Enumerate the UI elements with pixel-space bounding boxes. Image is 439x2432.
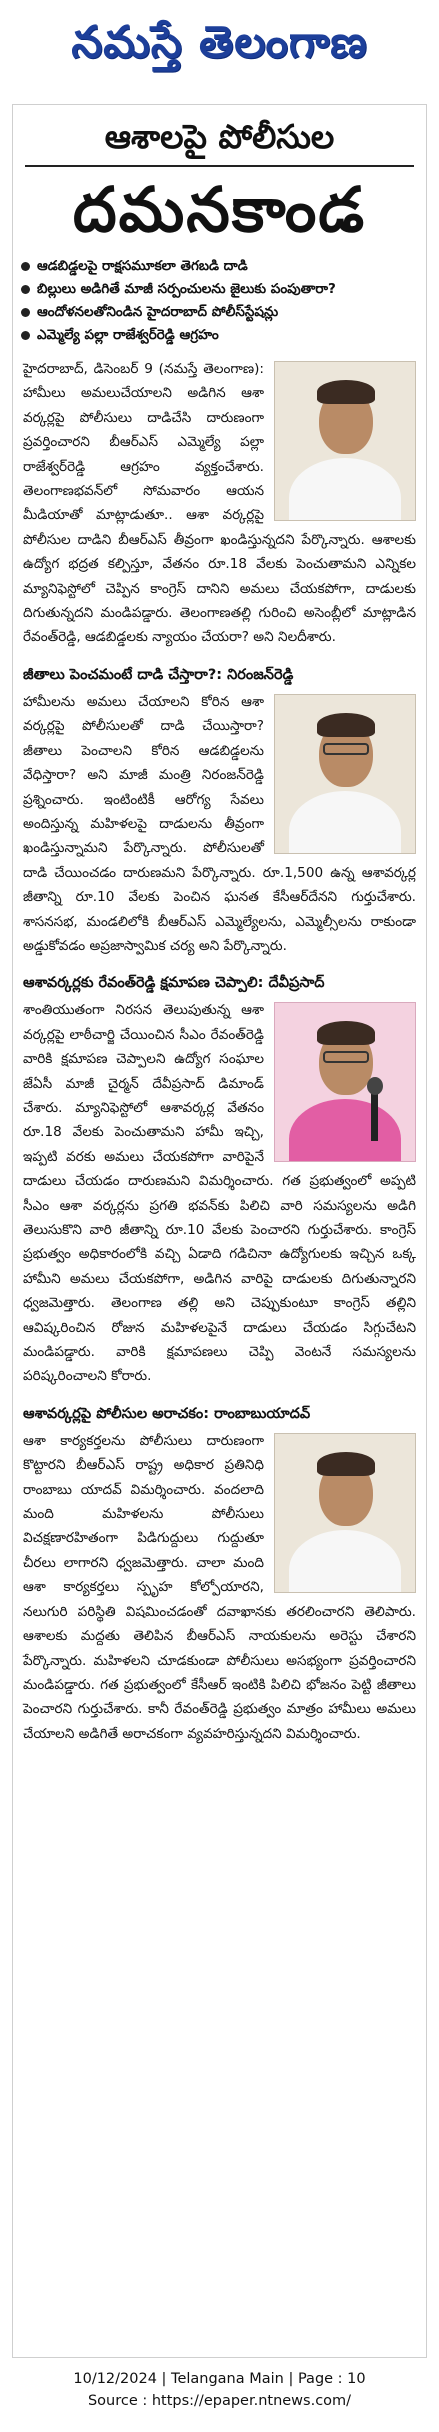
portrait-shirt	[289, 791, 401, 854]
glasses-icon	[323, 743, 369, 755]
portrait-hair	[317, 1021, 375, 1045]
source-link[interactable]: Source : https://epaper.ntnews.com/	[87, 2393, 352, 2409]
article-section-devi-prasad	[13, 972, 426, 1393]
portrait-hair	[317, 1452, 375, 1476]
portrait-photo-niranjan-reddy	[274, 694, 416, 854]
page-footer	[0, 2368, 439, 2412]
portrait-shirt	[289, 1530, 401, 1593]
section-body: హామీలను అమలు చేయాలని కోరిన ఆశా వర్కర్లపై పోలీసులతో దాడి చేయిస్తారా? జీతాలు పెంచాలని కోరిన ఆడబిడ్డలను వేధిస్తారా? అని మాజీ మంత్రి నిరంజన్‌రెడ్డి ప్రశ్నించారు. ఇంటింటికీ ఆరోగ్య సేవలు అందిస్తున్న మహిళలపై దాడులను తీవ్రంగా ఖండిస్తున్నామని పేర్కొన్నారు. పోలీసులతో దాడి చేయించడం దారుణమని పేర్కొన్నారు. రూ.1,500 ఉన్న ఆశావర్కర్ల జీతాన్ని రూ.10 వేలకు పెంచిన ఘనత కేసీఆర్‌దేనని గుర్తుచేశారు. శాసనసభ, మండలిలోకి బీఆర్‌ఎస్ ఎమ్మెల్యేలను, ఎమ్మెల్సీలను రాకుండా అడ్డుకోవడం అప్రజాస్వామిక చర్య అని పేర్కొన్నారు.	[23, 693, 416, 954]
section-body: ఆశా కార్యకర్తలను పోలీసులు దారుణంగా కొట్టారని బీఆర్‌ఎస్ రాష్ట్ర అధికార ప్రతినిధి రాంబాబు యాదవ్ విమర్శించారు. వందలాది మంది మహిళలను పోలీసులు విచక్షణారహితంగా పిడిగుద్దులు గుద్దుతూ చీరలు లాగారని ధ్వజమెత్తారు. చాలా మంది ఆశా కార్యకర్తలు స్పృహ కోల్పోయారని, నలుగురి పరిస్థితి విషమించడంతో దవాఖానకు తరలించారని తెలిపారు. ఆశాలకు మద్దతు తెలిపిన బీఆర్‌ఎస్ నాయకులను అరెస్టు చేశారని పేర్కొన్నారు. మహిళలని చూడకుండా పోలీసులు అసభ్యంగా ప్రవర్తించారని మండిపడ్డారు. గత ప్రభుత్వంలో కేసీఆర్ ఇంటికి పిలిచి భోజనం పెట్టి జీతాలు పెంచారని గుర్తుచేశారు. కానీ రేవంత్‌రెడ్డి ప్రభుత్వం మాత్రం హామీలు అమలు చేయాలని అడిగితే అరాచకంగా వ్యవహరిస్తున్నదని విమర్శించారు.	[23, 1432, 416, 1742]
bullet-icon	[21, 308, 30, 317]
highlight-text: ఎమ్మెల్యే పల్లా రాజేశ్వర్‌రెడ్డి ఆగ్రహం	[37, 327, 219, 343]
article-clipping	[12, 104, 427, 2358]
article-headline: దమనకాండ	[72, 173, 367, 246]
section-body: హైదరాబాద్, డిసెంబర్ 9 (నమస్తే తెలంగాణ): హామీలు అమలుచేయాలని అడిగిన ఆశా వర్కర్లపై పోలీసులు దాడిచేసి దారుణంగా ప్రవర్తించారని బీఆర్‌ఎస్ ఎమ్మెల్యే పల్లా రాజేశ్వర్‌రెడ్డి ఆగ్రహం వ్యక్తంచేశారు. తెలంగాణభవన్‌లో సోమవారం ఆయన మీడియాతో మాట్లాడుతూ.. ఆశా వర్కర్లపై పోలీసుల దాడిని బీఆర్‌ఎస్ తీవ్రంగా ఖండిస్తున్నదని పేర్కొన్నారు. ఆశాలకు ఉద్యోగ భద్రత కల్పిస్తూ, వేతనం రూ.18 వేలకు పెంచుతామని ఎన్నికల మ్యానిఫెస్టోలో చెప్పిన కాంగ్రెస్ దానిని అమలు చేయకపోగా, దాడులకు దిగుతున్నదని మండిపడ్డారు. తెలంగాణతల్లి గురించి అసెంబ్లీలో మాట్లాడిన రేవంత్‌రెడ్డి, ఆడబిడ్డలకు న్యాయం చేయరా? అని నిలదీశారు.	[23, 361, 416, 646]
article-section-intro	[13, 357, 426, 654]
article-section-rambabu-yadav	[13, 1403, 426, 1750]
section-subhead: జీతాలు పెంచమంటే దాడి చేస్తారా?: నిరంజన్‌రెడ్డి	[23, 666, 294, 683]
microphone-icon	[371, 1089, 378, 1141]
microphone-head-icon	[367, 1077, 383, 1095]
portrait-photo-rambabu-yadav	[274, 1433, 416, 1593]
article-section-niranjan-reddy	[13, 664, 426, 962]
portrait-shirt	[289, 458, 401, 521]
highlight-item	[19, 301, 418, 324]
highlight-text: ఆందోళనలతోనిండిన హైదరాబాద్ పోలీస్‌స్టేషన్లు	[37, 304, 279, 320]
portrait-photo-palla-rajeshwar-reddy	[274, 361, 416, 521]
section-subhead: ఆశావర్కర్లపై పోలీసుల అరాచకం: రాంబాబుయాదవ్	[23, 1405, 311, 1422]
section-subhead: ఆశావర్కర్లకు రేవంత్‌రెడ్డి క్షమాపణ చెప్పాలి: దేవీప్రసాద్	[23, 975, 325, 992]
edition-info: 10/12/2024 | Telangana Main | Page : 10	[73, 2371, 366, 2387]
article-kicker: ఆశాలపై పోలీసుల	[25, 113, 414, 167]
highlight-item	[19, 278, 418, 301]
highlight-text: బిల్లులు అడిగితే మాజీ సర్పంచులను జైలుకు పంపుతారా?	[37, 281, 336, 297]
highlight-text: ఆడబిడ్డలపై రాక్షసమూకలా తెగబడి దాడి	[37, 258, 248, 274]
glasses-icon	[323, 1051, 369, 1063]
highlight-item	[19, 255, 418, 278]
portrait-photo-devi-prasad	[274, 1002, 416, 1162]
highlights-list	[19, 255, 418, 347]
bullet-icon	[21, 262, 30, 271]
portrait-hair	[317, 380, 375, 404]
bullet-icon	[21, 285, 30, 294]
section-body: శాంతియుతంగా నిరసన తెలుపుతున్న ఆశా వర్కర్లపై లాఠీచార్జి చేయించిన సీఎం రేవంత్‌రెడ్డి వారికి క్షమాపణ చెప్పాలని ఉద్యోగ సంఘాల జేఏసీ మాజీ చైర్మన్ దేవీప్రసాద్ డిమాండ్ చేశారు. మ్యానిఫెస్టోలో ఆశావర్కర్ల వేతనం రూ.18 వేలకు పెంచుతామని హామీ ఇచ్చి, ఇప్పటి వరకు అమలు చేయకపోగా వారిపైనే దాడులు చేయడం దారుణమని విమర్శించారు. గత ప్రభుత్వంలో అప్పటి సీఎం ఆశా వర్కర్లను ప్రగతి భవన్‌కు పిలిచి వారి సమస్యలను అడిగి తెలుసుకొని వారి జీతాన్ని రూ.10 వేలకు పెంచారని గుర్తుచేశారు. కాంగ్రెస్ ప్రభుత్వం అధికారంలోకి వచ్చి ఏడాది గడిచినా ఉద్యోగులకు ఇచ్చిన ఒక్క హామీని అమలు చేయకపోగా, అడిగిన వారిపై దాడులకు దిగుతున్నారని ధ్వజమెత్తారు. తెలంగాణ తల్లి అని చెప్పుకుంటూ కాంగ్రెస్ తల్లిని ఆవిష్కరించిన రోజున మహిళలపైనే దాడులు చేయడం సిగ్గుచేటని మండిపడ్డారు. వారికి క్షమాపణలు చెప్పి వెంటనే సమస్యలను పరిష్కరించాలని కోరారు.	[23, 1002, 416, 1385]
portrait-hair	[317, 713, 375, 737]
masthead	[0, 0, 439, 96]
masthead-logo-text: నమస్తే తెలంగాణ	[71, 17, 368, 68]
bullet-icon	[21, 331, 30, 340]
portrait-shirt	[289, 1099, 401, 1162]
highlight-item	[19, 324, 418, 347]
